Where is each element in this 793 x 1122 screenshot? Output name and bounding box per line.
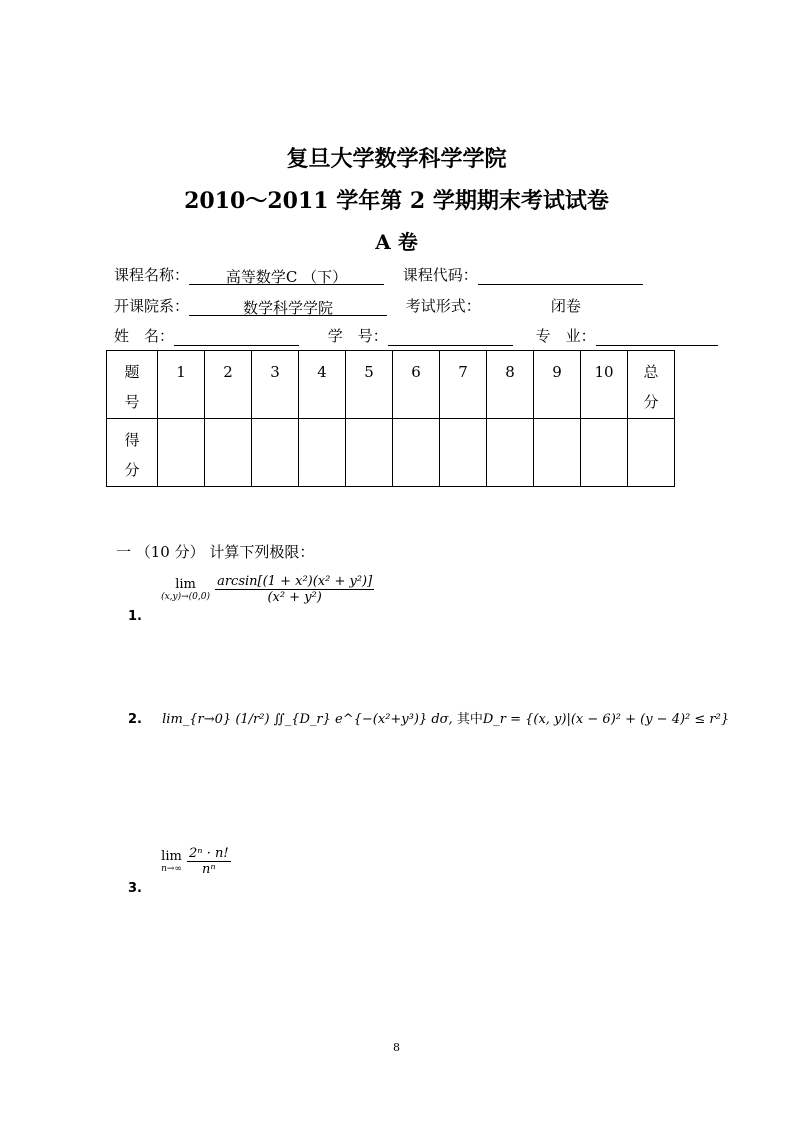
course-code-field bbox=[478, 266, 643, 285]
problem-2: 2. lim_{r→0} (1/r²) ∬_{D_r} e^{−(x²+y³)} dσ, 其中D_r = {(x, y)|(x − 6)² + (y − 4)² ≤ r²} bbox=[128, 712, 730, 727]
column-header: 8 bbox=[487, 351, 534, 419]
column-header: 2 bbox=[205, 351, 252, 419]
table-row bbox=[107, 351, 675, 419]
id-label: 学 号： bbox=[327, 327, 388, 345]
name-field bbox=[174, 327, 299, 346]
column-header: 1 bbox=[158, 351, 205, 419]
table-row bbox=[107, 419, 675, 487]
score-cell bbox=[440, 419, 487, 487]
score-cell bbox=[534, 419, 581, 487]
score-cell bbox=[628, 419, 675, 487]
paper-version: A 卷 bbox=[375, 230, 418, 254]
course-code-label: 课程代码： bbox=[402, 266, 478, 284]
student-row bbox=[114, 325, 718, 346]
page-number: 8 bbox=[393, 1041, 400, 1054]
score-cell bbox=[299, 419, 346, 487]
id-field bbox=[388, 327, 513, 346]
score-cell bbox=[487, 419, 534, 487]
column-header: 5 bbox=[346, 351, 393, 419]
major-field bbox=[596, 327, 718, 346]
name-label: 姓 名： bbox=[114, 327, 175, 345]
exam-form-label: 考试形式： bbox=[405, 297, 481, 315]
term-title: 2010～2011 学年第 2 学期期末考试试卷 bbox=[184, 188, 609, 214]
score-header: 得 分 bbox=[107, 419, 158, 487]
major-label: 专 业： bbox=[535, 327, 596, 345]
section-title: 一 （10 分） 计算下列极限： bbox=[116, 543, 315, 561]
dept-label: 开课院系： bbox=[114, 297, 190, 315]
column-header: 3 bbox=[252, 351, 299, 419]
exam-form-value: 闭卷 bbox=[550, 297, 581, 315]
score-table bbox=[106, 350, 675, 487]
score-cell bbox=[581, 419, 628, 487]
problem-1: $_{1.}$ lim (x,y)→(0,0) $\frac{\text{arcsin[(1 + x²)(x² + y²)]}}{\text{(x² + y²)}}$ bbox=[128, 574, 373, 624]
course-name-label: 课程名称： bbox=[114, 266, 190, 284]
course-name-field: 高等数学C （下） bbox=[189, 266, 384, 285]
column-header: 10 bbox=[581, 351, 628, 419]
column-header: 7 bbox=[440, 351, 487, 419]
total-header: 总 分 bbox=[628, 351, 675, 419]
column-header: 9 bbox=[534, 351, 581, 419]
problem-3: $_{3.}$ lim n→∞ $\frac{\text{2ⁿ · n!}}{\text{nⁿ}}$ bbox=[128, 846, 229, 896]
score-cell bbox=[393, 419, 440, 487]
dept-row bbox=[114, 295, 581, 316]
dept-field: 数学科学学院 bbox=[189, 297, 387, 316]
score-cell bbox=[205, 419, 252, 487]
column-header: 6 bbox=[393, 351, 440, 419]
score-cell bbox=[252, 419, 299, 487]
score-cell bbox=[158, 419, 205, 487]
question-number-header: 题 号 bbox=[107, 351, 158, 419]
school-title: 复旦大学数学科学学院 bbox=[286, 146, 507, 172]
score-cell bbox=[346, 419, 393, 487]
course-name-row bbox=[114, 264, 643, 285]
column-header: 4 bbox=[299, 351, 346, 419]
